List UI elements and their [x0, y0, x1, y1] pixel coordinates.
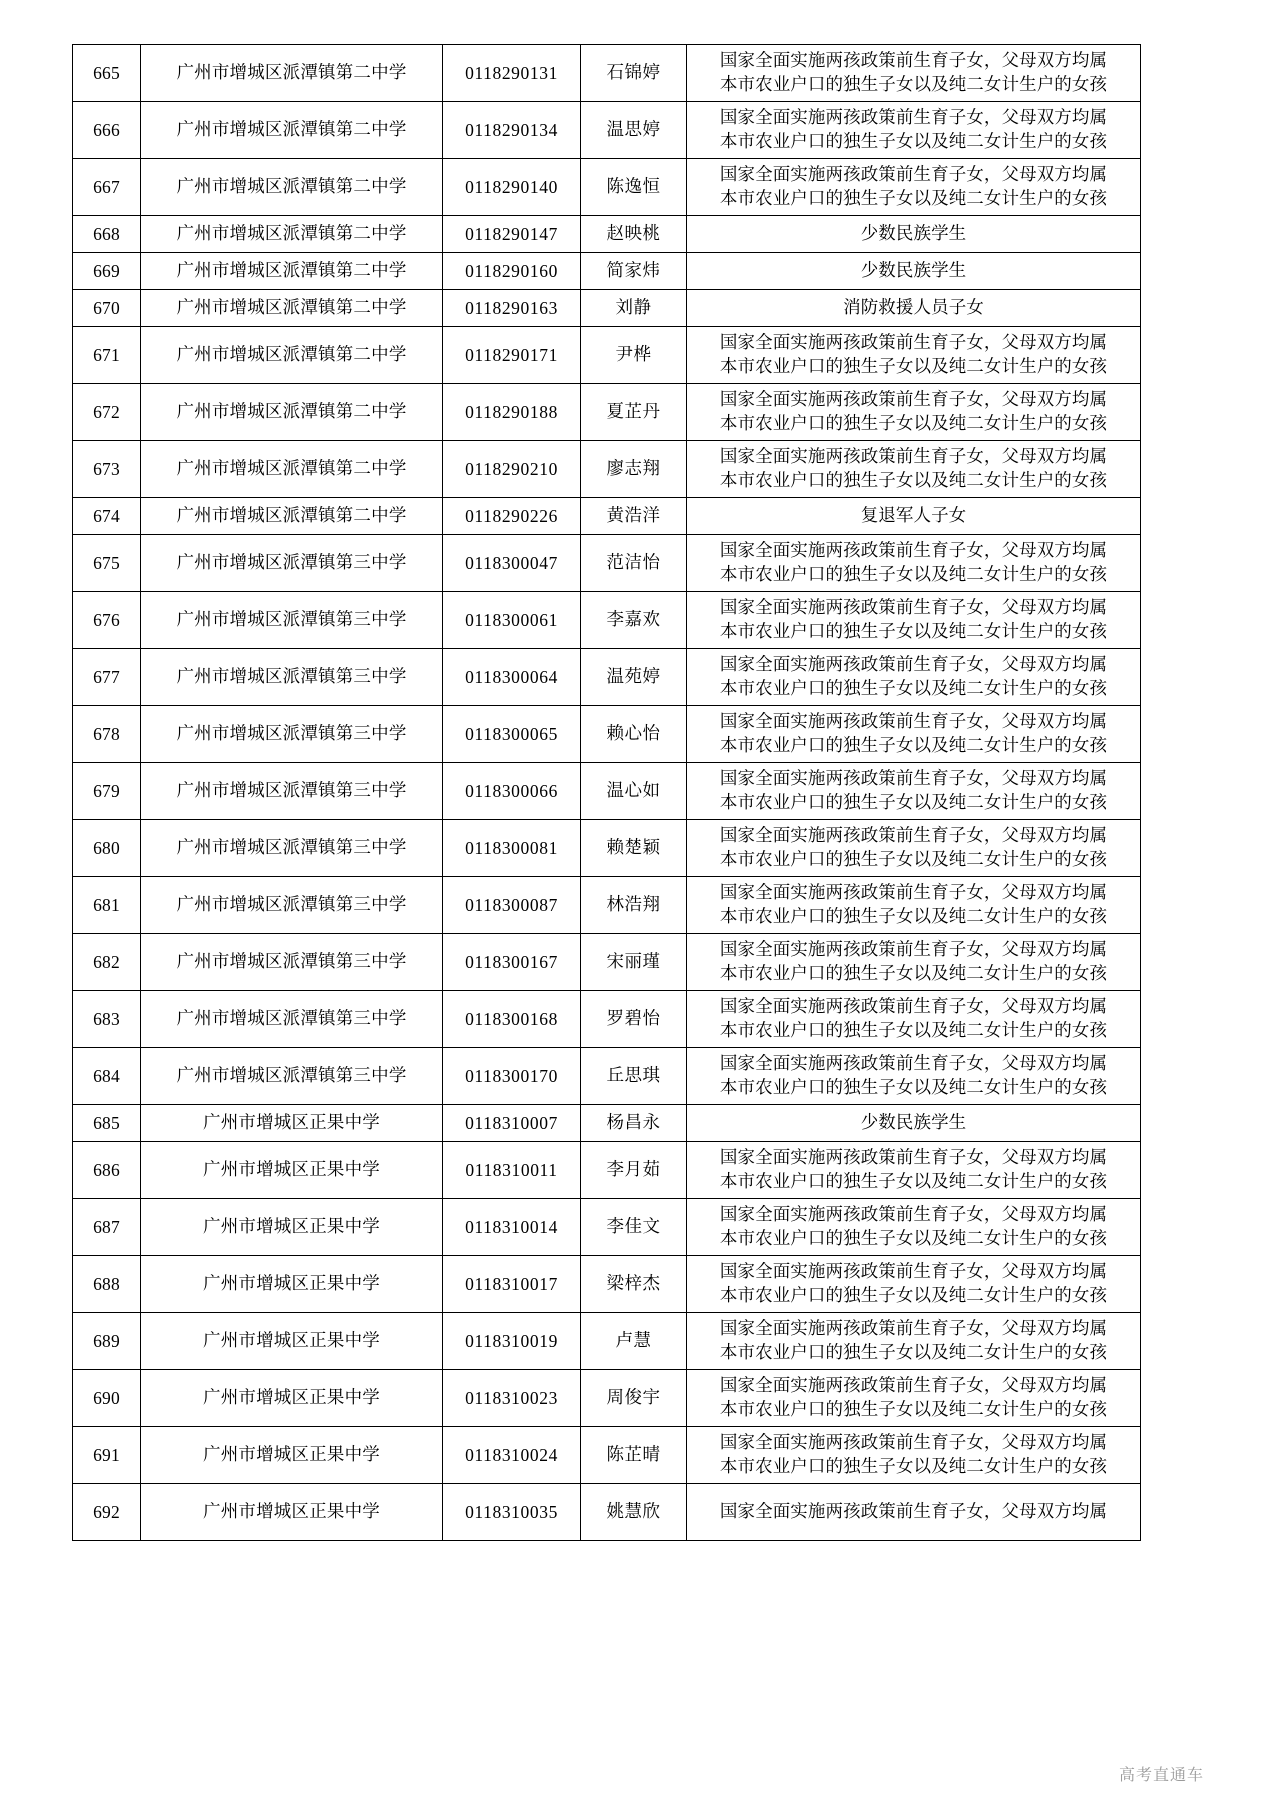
eligibility-reason-cell [687, 877, 1141, 934]
candidate-code-cell: 0118290131 [443, 45, 581, 102]
reason-line-1: 国家全面实施两孩政策前生育子女，父母双方均属 [719, 1261, 1108, 1282]
student-roster-table [72, 44, 1141, 1541]
student-name-cell: 杨昌永 [581, 1105, 687, 1142]
row-index-cell: 674 [73, 498, 141, 535]
row-index-cell: 689 [73, 1313, 141, 1370]
reason-line-2: 本市农业户口的独生子女以及纯二女计生户的女孩 [719, 1078, 1108, 1098]
eligibility-reason-cell [687, 1199, 1141, 1256]
school-name-cell: 广州市增城区派潭镇第二中学 [141, 216, 443, 253]
student-name-cell: 尹桦 [581, 327, 687, 384]
reason-line-1: 少数民族学生 [860, 223, 967, 244]
table-row [73, 441, 1141, 498]
candidate-code-cell: 0118290147 [443, 216, 581, 253]
reason-line-1: 少数民族学生 [860, 260, 967, 281]
eligibility-reason-cell [687, 763, 1141, 820]
reason-line-1: 国家全面实施两孩政策前生育子女，父母双方均属 [719, 164, 1108, 185]
reason-line-2: 本市农业户口的独生子女以及纯二女计生户的女孩 [719, 793, 1108, 813]
table-row [73, 384, 1141, 441]
row-index-cell: 671 [73, 327, 141, 384]
reason-line-1: 国家全面实施两孩政策前生育子女，父母双方均属 [719, 107, 1108, 128]
school-name-cell: 广州市增城区派潭镇第三中学 [141, 991, 443, 1048]
eligibility-reason-cell [687, 1370, 1141, 1427]
row-index-cell: 668 [73, 216, 141, 253]
table-row [73, 1313, 1141, 1370]
row-index-cell: 690 [73, 1370, 141, 1427]
table-row [73, 934, 1141, 991]
reason-line-1: 国家全面实施两孩政策前生育子女，父母双方均属 [719, 389, 1108, 410]
reason-line-1: 国家全面实施两孩政策前生育子女，父母双方均属 [719, 654, 1108, 675]
student-name-cell: 夏芷丹 [581, 384, 687, 441]
student-name-cell: 李月茹 [581, 1142, 687, 1199]
watermark: 高考直通车 [1118, 1765, 1204, 1784]
school-name-cell: 广州市增城区派潭镇第三中学 [141, 820, 443, 877]
table-row [73, 877, 1141, 934]
eligibility-reason-cell [687, 706, 1141, 763]
reason-line-1: 国家全面实施两孩政策前生育子女，父母双方均属 [719, 1053, 1108, 1074]
table-row [73, 535, 1141, 592]
reason-line-2: 本市农业户口的独生子女以及纯二女计生户的女孩 [719, 1229, 1108, 1249]
row-index-cell: 666 [73, 102, 141, 159]
eligibility-reason-cell [687, 45, 1141, 102]
candidate-code-cell: 0118290140 [443, 159, 581, 216]
row-index-cell: 672 [73, 384, 141, 441]
eligibility-reason-cell [687, 592, 1141, 649]
reason-line-1: 国家全面实施两孩政策前生育子女，父母双方均属 [719, 1147, 1108, 1168]
student-name-cell: 刘静 [581, 290, 687, 327]
reason-line-1: 国家全面实施两孩政策前生育子女，父母双方均属 [719, 996, 1108, 1017]
school-name-cell: 广州市增城区派潭镇第二中学 [141, 253, 443, 290]
student-name-cell: 李嘉欢 [581, 592, 687, 649]
reason-line-2: 本市农业户口的独生子女以及纯二女计生户的女孩 [719, 189, 1108, 209]
candidate-code-cell: 0118300065 [443, 706, 581, 763]
eligibility-reason-cell [687, 327, 1141, 384]
reason-line-1: 国家全面实施两孩政策前生育子女，父母双方均属 [719, 768, 1108, 789]
candidate-code-cell: 0118300087 [443, 877, 581, 934]
student-name-cell: 廖志翔 [581, 441, 687, 498]
reason-line-2: 本市农业户口的独生子女以及纯二女计生户的女孩 [719, 1457, 1108, 1477]
eligibility-reason-cell [687, 216, 1141, 253]
eligibility-reason-cell [687, 498, 1141, 535]
student-name-cell: 陈逸恒 [581, 159, 687, 216]
table-row [73, 253, 1141, 290]
eligibility-reason-cell [687, 253, 1141, 290]
candidate-code-cell: 0118300061 [443, 592, 581, 649]
candidate-code-cell: 0118310019 [443, 1313, 581, 1370]
table-row [73, 763, 1141, 820]
school-name-cell: 广州市增城区派潭镇第二中学 [141, 102, 443, 159]
candidate-code-cell: 0118290171 [443, 327, 581, 384]
table-row [73, 102, 1141, 159]
eligibility-reason-cell [687, 535, 1141, 592]
school-name-cell: 广州市增城区派潭镇第三中学 [141, 592, 443, 649]
reason-line-1: 国家全面实施两孩政策前生育子女，父母双方均属 [719, 1501, 1108, 1522]
school-name-cell: 广州市增城区正果中学 [141, 1484, 443, 1541]
table-row [73, 1484, 1141, 1541]
eligibility-reason-cell [687, 159, 1141, 216]
row-index-cell: 687 [73, 1199, 141, 1256]
row-index-cell: 669 [73, 253, 141, 290]
school-name-cell: 广州市增城区派潭镇第三中学 [141, 877, 443, 934]
candidate-code-cell: 0118290188 [443, 384, 581, 441]
candidate-code-cell: 0118310023 [443, 1370, 581, 1427]
reason-line-1: 国家全面实施两孩政策前生育子女，父母双方均属 [719, 825, 1108, 846]
school-name-cell: 广州市增城区正果中学 [141, 1313, 443, 1370]
candidate-code-cell: 0118300064 [443, 649, 581, 706]
row-index-cell: 667 [73, 159, 141, 216]
reason-line-2: 本市农业户口的独生子女以及纯二女计生户的女孩 [719, 622, 1108, 642]
school-name-cell: 广州市增城区派潭镇第二中学 [141, 498, 443, 535]
row-index-cell: 676 [73, 592, 141, 649]
candidate-code-cell: 0118310014 [443, 1199, 581, 1256]
school-name-cell: 广州市增城区正果中学 [141, 1142, 443, 1199]
school-name-cell: 广州市增城区派潭镇第三中学 [141, 649, 443, 706]
roster-body [73, 45, 1141, 1541]
candidate-code-cell: 0118290226 [443, 498, 581, 535]
reason-line-2: 本市农业户口的独生子女以及纯二女计生户的女孩 [719, 357, 1108, 377]
reason-line-2: 本市农业户口的独生子女以及纯二女计生户的女孩 [719, 75, 1108, 95]
student-name-cell: 周俊宇 [581, 1370, 687, 1427]
table-row [73, 159, 1141, 216]
student-name-cell: 范洁怡 [581, 535, 687, 592]
candidate-code-cell: 0118290160 [443, 253, 581, 290]
reason-line-2: 本市农业户口的独生子女以及纯二女计生户的女孩 [719, 1343, 1108, 1363]
reason-line-1: 复退军人子女 [860, 505, 967, 526]
table-row [73, 1048, 1141, 1105]
reason-line-1: 国家全面实施两孩政策前生育子女，父母双方均属 [719, 939, 1108, 960]
school-name-cell: 广州市增城区派潭镇第二中学 [141, 384, 443, 441]
reason-line-2: 本市农业户口的独生子女以及纯二女计生户的女孩 [719, 907, 1108, 927]
reason-line-1: 少数民族学生 [860, 1112, 967, 1133]
candidate-code-cell: 0118290210 [443, 441, 581, 498]
reason-line-2: 本市农业户口的独生子女以及纯二女计生户的女孩 [719, 1286, 1108, 1306]
row-index-cell: 678 [73, 706, 141, 763]
student-name-cell: 赖心怡 [581, 706, 687, 763]
row-index-cell: 688 [73, 1256, 141, 1313]
student-name-cell: 温苑婷 [581, 649, 687, 706]
reason-line-2: 本市农业户口的独生子女以及纯二女计生户的女孩 [719, 1172, 1108, 1192]
school-name-cell: 广州市增城区派潭镇第二中学 [141, 159, 443, 216]
reason-line-1: 国家全面实施两孩政策前生育子女，父母双方均属 [719, 882, 1108, 903]
reason-line-1: 国家全面实施两孩政策前生育子女，父母双方均属 [719, 332, 1108, 353]
eligibility-reason-cell [687, 441, 1141, 498]
eligibility-reason-cell [687, 934, 1141, 991]
table-row [73, 820, 1141, 877]
row-index-cell: 683 [73, 991, 141, 1048]
eligibility-reason-cell [687, 1427, 1141, 1484]
reason-line-2: 本市农业户口的独生子女以及纯二女计生户的女孩 [719, 1400, 1108, 1420]
row-index-cell: 686 [73, 1142, 141, 1199]
reason-line-1: 消防救援人员子女 [843, 297, 984, 318]
row-index-cell: 685 [73, 1105, 141, 1142]
school-name-cell: 广州市增城区派潭镇第三中学 [141, 763, 443, 820]
row-index-cell: 677 [73, 649, 141, 706]
student-name-cell: 丘思琪 [581, 1048, 687, 1105]
table-row [73, 290, 1141, 327]
reason-line-2: 本市农业户口的独生子女以及纯二女计生户的女孩 [719, 964, 1108, 984]
school-name-cell: 广州市增城区正果中学 [141, 1199, 443, 1256]
table-row [73, 1105, 1141, 1142]
row-index-cell: 684 [73, 1048, 141, 1105]
candidate-code-cell: 0118300168 [443, 991, 581, 1048]
row-index-cell: 680 [73, 820, 141, 877]
reason-line-1: 国家全面实施两孩政策前生育子女，父母双方均属 [719, 540, 1108, 561]
row-index-cell: 682 [73, 934, 141, 991]
student-name-cell: 陈芷晴 [581, 1427, 687, 1484]
table-row [73, 1199, 1141, 1256]
row-index-cell: 665 [73, 45, 141, 102]
reason-line-2: 本市农业户口的独生子女以及纯二女计生户的女孩 [719, 565, 1108, 585]
table-row [73, 1256, 1141, 1313]
reason-line-2: 本市农业户口的独生子女以及纯二女计生户的女孩 [719, 736, 1108, 756]
table-row [73, 592, 1141, 649]
school-name-cell: 广州市增城区正果中学 [141, 1427, 443, 1484]
eligibility-reason-cell [687, 649, 1141, 706]
reason-line-1: 国家全面实施两孩政策前生育子女，父母双方均属 [719, 50, 1108, 71]
candidate-code-cell: 0118300170 [443, 1048, 581, 1105]
eligibility-reason-cell [687, 1313, 1141, 1370]
eligibility-reason-cell [687, 1105, 1141, 1142]
student-name-cell: 温思婷 [581, 102, 687, 159]
row-index-cell: 681 [73, 877, 141, 934]
student-name-cell: 梁梓杰 [581, 1256, 687, 1313]
reason-line-1: 国家全面实施两孩政策前生育子女，父母双方均属 [719, 711, 1108, 732]
student-name-cell: 姚慧欣 [581, 1484, 687, 1541]
school-name-cell: 广州市增城区派潭镇第三中学 [141, 934, 443, 991]
reason-line-2: 本市农业户口的独生子女以及纯二女计生户的女孩 [719, 1021, 1108, 1041]
student-name-cell: 林浩翔 [581, 877, 687, 934]
row-index-cell: 691 [73, 1427, 141, 1484]
reason-line-1: 国家全面实施两孩政策前生育子女，父母双方均属 [719, 597, 1108, 618]
reason-line-1: 国家全面实施两孩政策前生育子女，父母双方均属 [719, 446, 1108, 467]
table-row [73, 1370, 1141, 1427]
table-row [73, 1427, 1141, 1484]
row-index-cell: 670 [73, 290, 141, 327]
table-row [73, 991, 1141, 1048]
eligibility-reason-cell [687, 1048, 1141, 1105]
student-name-cell: 赖楚颖 [581, 820, 687, 877]
school-name-cell: 广州市增城区派潭镇第二中学 [141, 327, 443, 384]
reason-line-2: 本市农业户口的独生子女以及纯二女计生户的女孩 [719, 679, 1108, 699]
school-name-cell: 广州市增城区派潭镇第二中学 [141, 441, 443, 498]
eligibility-reason-cell [687, 1256, 1141, 1313]
school-name-cell: 广州市增城区正果中学 [141, 1105, 443, 1142]
reason-line-1: 国家全面实施两孩政策前生育子女，父母双方均属 [719, 1204, 1108, 1225]
school-name-cell: 广州市增城区派潭镇第三中学 [141, 1048, 443, 1105]
candidate-code-cell: 0118300047 [443, 535, 581, 592]
student-name-cell: 卢慧 [581, 1313, 687, 1370]
candidate-code-cell: 0118310035 [443, 1484, 581, 1541]
student-name-cell: 温心如 [581, 763, 687, 820]
candidate-code-cell: 0118300081 [443, 820, 581, 877]
candidate-code-cell: 0118300167 [443, 934, 581, 991]
student-name-cell: 赵映桃 [581, 216, 687, 253]
row-index-cell: 692 [73, 1484, 141, 1541]
table-row [73, 649, 1141, 706]
row-index-cell: 675 [73, 535, 141, 592]
school-name-cell: 广州市增城区派潭镇第二中学 [141, 290, 443, 327]
reason-line-2: 本市农业户口的独生子女以及纯二女计生户的女孩 [719, 850, 1108, 870]
reason-line-2: 本市农业户口的独生子女以及纯二女计生户的女孩 [719, 471, 1108, 491]
eligibility-reason-cell [687, 384, 1141, 441]
table-row [73, 498, 1141, 535]
candidate-code-cell: 0118310017 [443, 1256, 581, 1313]
reason-line-1: 国家全面实施两孩政策前生育子女，父母双方均属 [719, 1432, 1108, 1453]
student-name-cell: 罗碧怡 [581, 991, 687, 1048]
row-index-cell: 679 [73, 763, 141, 820]
eligibility-reason-cell [687, 1142, 1141, 1199]
row-index-cell: 673 [73, 441, 141, 498]
candidate-code-cell: 0118310007 [443, 1105, 581, 1142]
reason-line-1: 国家全面实施两孩政策前生育子女，父母双方均属 [719, 1318, 1108, 1339]
table-row [73, 1142, 1141, 1199]
student-name-cell: 李佳文 [581, 1199, 687, 1256]
student-name-cell: 石锦婷 [581, 45, 687, 102]
school-name-cell: 广州市增城区派潭镇第三中学 [141, 535, 443, 592]
table-row [73, 327, 1141, 384]
candidate-code-cell: 0118310024 [443, 1427, 581, 1484]
eligibility-reason-cell [687, 991, 1141, 1048]
student-name-cell: 简家炜 [581, 253, 687, 290]
school-name-cell: 广州市增城区派潭镇第三中学 [141, 706, 443, 763]
candidate-code-cell: 0118300066 [443, 763, 581, 820]
eligibility-reason-cell [687, 820, 1141, 877]
reason-line-2: 本市农业户口的独生子女以及纯二女计生户的女孩 [719, 132, 1108, 152]
school-name-cell: 广州市增城区派潭镇第二中学 [141, 45, 443, 102]
candidate-code-cell: 0118290134 [443, 102, 581, 159]
school-name-cell: 广州市增城区正果中学 [141, 1370, 443, 1427]
candidate-code-cell: 0118290163 [443, 290, 581, 327]
candidate-code-cell: 0118310011 [443, 1142, 581, 1199]
eligibility-reason-cell [687, 290, 1141, 327]
school-name-cell: 广州市增城区正果中学 [141, 1256, 443, 1313]
eligibility-reason-cell [687, 102, 1141, 159]
table-row [73, 216, 1141, 253]
reason-line-2: 本市农业户口的独生子女以及纯二女计生户的女孩 [719, 414, 1108, 434]
student-name-cell: 宋丽瑾 [581, 934, 687, 991]
eligibility-reason-cell [687, 1484, 1141, 1541]
reason-line-1: 国家全面实施两孩政策前生育子女，父母双方均属 [719, 1375, 1108, 1396]
student-name-cell: 黄浩洋 [581, 498, 687, 535]
table-row [73, 706, 1141, 763]
table-row [73, 45, 1141, 102]
